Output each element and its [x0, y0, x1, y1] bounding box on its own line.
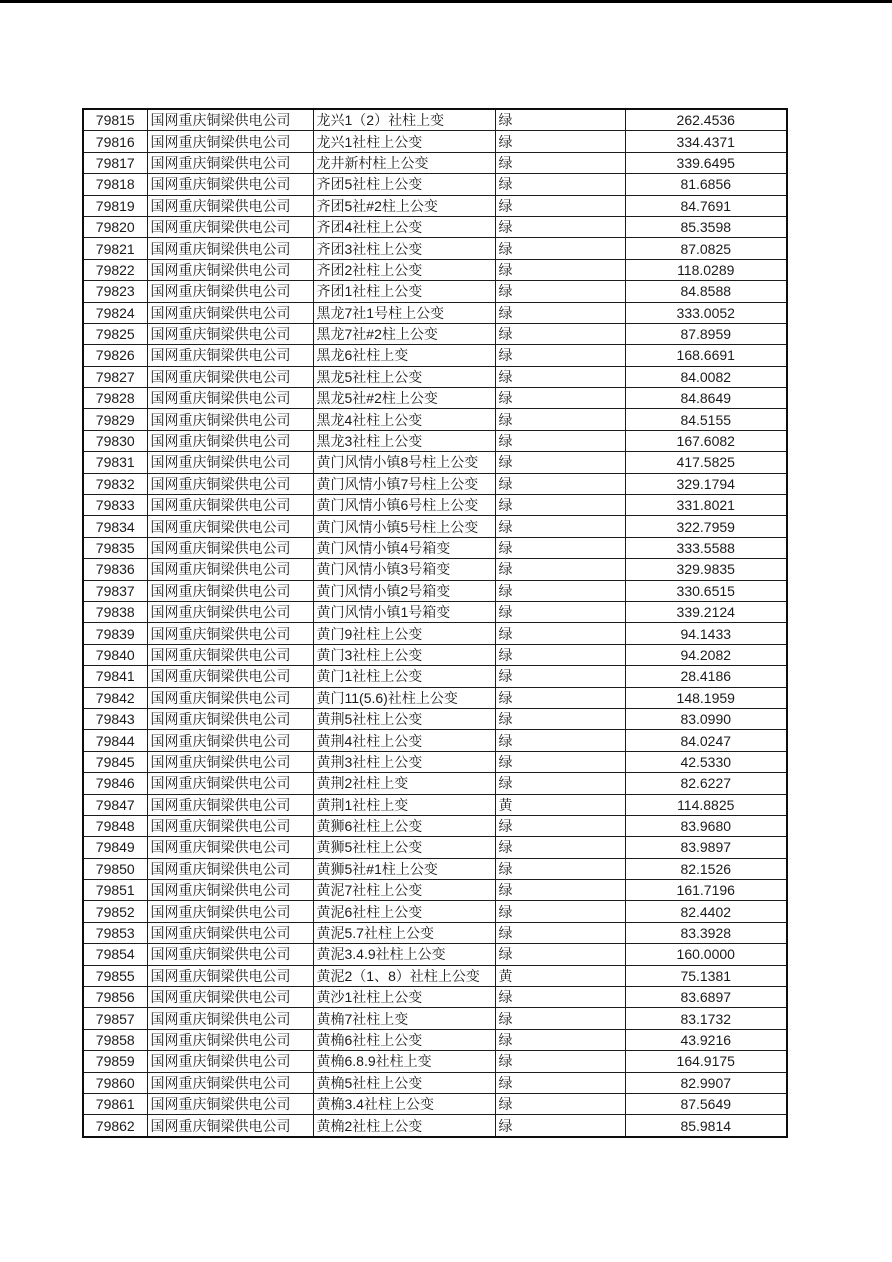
cell-capacity-value: 81.6856: [625, 174, 787, 195]
cell-company-name: 国网重庆铜梁供电公司: [147, 794, 313, 815]
cell-row-id: 79825: [83, 323, 147, 344]
cell-transformer-name: 黄桷6社柱上公变: [313, 1029, 495, 1050]
cell-transformer-name: 黑龙3社柱上公变: [313, 430, 495, 451]
cell-transformer-name: 黄门风情小镇8号柱上公变: [313, 452, 495, 473]
cell-status: 绿: [495, 601, 625, 622]
cell-company-name: 国网重庆铜梁供电公司: [147, 623, 313, 644]
cell-transformer-name: 黄荆5社柱上公变: [313, 708, 495, 729]
cell-capacity-value: 82.6227: [625, 773, 787, 794]
cell-row-id: 79829: [83, 409, 147, 430]
cell-transformer-name: 黄沙1社柱上公变: [313, 987, 495, 1008]
cell-company-name: 国网重庆铜梁供电公司: [147, 302, 313, 323]
cell-company-name: 国网重庆铜梁供电公司: [147, 152, 313, 173]
table-row: [83, 687, 787, 708]
table-row: [83, 409, 787, 430]
cell-row-id: 79851: [83, 880, 147, 901]
cell-row-id: 79833: [83, 495, 147, 516]
cell-transformer-name: 黄荆4社柱上公变: [313, 730, 495, 751]
cell-capacity-value: 334.4371: [625, 131, 787, 152]
cell-status: 绿: [495, 409, 625, 430]
cell-row-id: 79857: [83, 1008, 147, 1029]
cell-status: 绿: [495, 644, 625, 665]
table-row: [83, 708, 787, 729]
cell-row-id: 79840: [83, 644, 147, 665]
cell-transformer-name: 齐团5社柱上公变: [313, 174, 495, 195]
table-row: [83, 751, 787, 772]
cell-row-id: 79844: [83, 730, 147, 751]
cell-status: 绿: [495, 773, 625, 794]
cell-capacity-value: 118.0289: [625, 259, 787, 280]
cell-company-name: 国网重庆铜梁供电公司: [147, 601, 313, 622]
table-row: [83, 944, 787, 965]
cell-status: 绿: [495, 281, 625, 302]
cell-status: 绿: [495, 345, 625, 366]
cell-company-name: 国网重庆铜梁供电公司: [147, 1051, 313, 1072]
cell-capacity-value: 83.1732: [625, 1008, 787, 1029]
cell-transformer-name: 黄泥5.7社柱上公变: [313, 922, 495, 943]
cell-status: 绿: [495, 751, 625, 772]
cell-row-id: 79819: [83, 195, 147, 216]
cell-transformer-name: 齐团2社柱上公变: [313, 259, 495, 280]
cell-capacity-value: 87.0825: [625, 238, 787, 259]
cell-company-name: 国网重庆铜梁供电公司: [147, 1093, 313, 1114]
cell-capacity-value: 339.2124: [625, 601, 787, 622]
cell-capacity-value: 417.5825: [625, 452, 787, 473]
cell-status: 绿: [495, 880, 625, 901]
cell-company-name: 国网重庆铜梁供电公司: [147, 1029, 313, 1050]
table-row: [83, 965, 787, 986]
cell-transformer-name: 黄门风情小镇4号箱变: [313, 537, 495, 558]
cell-company-name: 国网重庆铜梁供电公司: [147, 944, 313, 965]
cell-status: 绿: [495, 1029, 625, 1050]
cell-status: 绿: [495, 366, 625, 387]
table-row: [83, 858, 787, 879]
table-row: [83, 987, 787, 1008]
cell-status: 绿: [495, 131, 625, 152]
cell-transformer-name: 黄狮5社#1柱上公变: [313, 858, 495, 879]
table-row: [83, 323, 787, 344]
cell-company-name: 国网重庆铜梁供电公司: [147, 388, 313, 409]
cell-company-name: 国网重庆铜梁供电公司: [147, 751, 313, 772]
cell-transformer-name: 黄狮6社柱上公变: [313, 815, 495, 836]
cell-row-id: 79842: [83, 687, 147, 708]
cell-capacity-value: 75.1381: [625, 965, 787, 986]
cell-transformer-name: 齐团4社柱上公变: [313, 216, 495, 237]
cell-row-id: 79830: [83, 430, 147, 451]
table-row: [83, 430, 787, 451]
cell-transformer-name: 黑龙4社柱上公变: [313, 409, 495, 430]
cell-company-name: 国网重庆铜梁供电公司: [147, 174, 313, 195]
cell-status: 绿: [495, 1051, 625, 1072]
cell-status: 绿: [495, 559, 625, 580]
table-row: [83, 109, 787, 131]
cell-capacity-value: 85.3598: [625, 216, 787, 237]
cell-row-id: 79845: [83, 751, 147, 772]
table-row: [83, 302, 787, 323]
cell-row-id: 79817: [83, 152, 147, 173]
cell-company-name: 国网重庆铜梁供电公司: [147, 922, 313, 943]
cell-company-name: 国网重庆铜梁供电公司: [147, 495, 313, 516]
cell-row-id: 79848: [83, 815, 147, 836]
cell-capacity-value: 83.6897: [625, 987, 787, 1008]
table-row: [83, 516, 787, 537]
cell-status: 绿: [495, 195, 625, 216]
cell-capacity-value: 87.5649: [625, 1093, 787, 1114]
table-row: [83, 815, 787, 836]
cell-transformer-name: 龙兴1社柱上公变: [313, 131, 495, 152]
cell-transformer-name: 黄桷5社柱上公变: [313, 1072, 495, 1093]
cell-row-id: 79837: [83, 580, 147, 601]
cell-status: 绿: [495, 944, 625, 965]
table-row: [83, 366, 787, 387]
cell-capacity-value: 94.1433: [625, 623, 787, 644]
cell-transformer-name: 黄门风情小镇6号柱上公变: [313, 495, 495, 516]
table-row: [83, 1072, 787, 1093]
cell-company-name: 国网重庆铜梁供电公司: [147, 409, 313, 430]
cell-row-id: 79824: [83, 302, 147, 323]
cell-transformer-name: 齐团3社柱上公变: [313, 238, 495, 259]
cell-capacity-value: 161.7196: [625, 880, 787, 901]
cell-row-id: 79855: [83, 965, 147, 986]
table-row: [83, 666, 787, 687]
table-row: [83, 559, 787, 580]
table-row: [83, 388, 787, 409]
table-row: [83, 837, 787, 858]
cell-transformer-name: 黄门风情小镇2号箱变: [313, 580, 495, 601]
cell-row-id: 79821: [83, 238, 147, 259]
cell-transformer-name: 黄门9社柱上公变: [313, 623, 495, 644]
table-row: [83, 473, 787, 494]
table-row: [83, 1029, 787, 1050]
table-row: [83, 174, 787, 195]
cell-capacity-value: 331.8021: [625, 495, 787, 516]
cell-status: 绿: [495, 238, 625, 259]
table-row: [83, 345, 787, 366]
table-row: [83, 880, 787, 901]
cell-transformer-name: 黄荆3社柱上公变: [313, 751, 495, 772]
cell-company-name: 国网重庆铜梁供电公司: [147, 837, 313, 858]
cell-transformer-name: 黑龙5社柱上公变: [313, 366, 495, 387]
cell-status: 绿: [495, 837, 625, 858]
cell-capacity-value: 329.1794: [625, 473, 787, 494]
table-row: [83, 730, 787, 751]
cell-transformer-name: 黄桷2社柱上公变: [313, 1115, 495, 1137]
table-row: [83, 601, 787, 622]
cell-status: 绿: [495, 302, 625, 323]
cell-status: 绿: [495, 687, 625, 708]
cell-row-id: 79827: [83, 366, 147, 387]
cell-status: 绿: [495, 174, 625, 195]
cell-capacity-value: 84.7691: [625, 195, 787, 216]
cell-transformer-name: 黄荆1社柱上变: [313, 794, 495, 815]
cell-status: 黄: [495, 965, 625, 986]
cell-transformer-name: 黄门风情小镇3号箱变: [313, 559, 495, 580]
cell-transformer-name: 黄泥6社柱上公变: [313, 901, 495, 922]
cell-capacity-value: 83.3928: [625, 922, 787, 943]
cell-company-name: 国网重庆铜梁供电公司: [147, 537, 313, 558]
cell-company-name: 国网重庆铜梁供电公司: [147, 259, 313, 280]
cell-company-name: 国网重庆铜梁供电公司: [147, 216, 313, 237]
cell-transformer-name: 黄泥7社柱上公变: [313, 880, 495, 901]
table-row: [83, 901, 787, 922]
cell-company-name: 国网重庆铜梁供电公司: [147, 880, 313, 901]
cell-transformer-name: 黄门风情小镇1号箱变: [313, 601, 495, 622]
cell-transformer-name: 齐团5社#2柱上公变: [313, 195, 495, 216]
cell-status: 绿: [495, 1008, 625, 1029]
cell-capacity-value: 87.8959: [625, 323, 787, 344]
cell-row-id: 79838: [83, 601, 147, 622]
cell-status: 绿: [495, 708, 625, 729]
cell-transformer-name: 黑龙7社1号柱上公变: [313, 302, 495, 323]
cell-capacity-value: 333.5588: [625, 537, 787, 558]
table-row: [83, 1008, 787, 1029]
cell-company-name: 国网重庆铜梁供电公司: [147, 730, 313, 751]
cell-company-name: 国网重庆铜梁供电公司: [147, 109, 313, 131]
cell-company-name: 国网重庆铜梁供电公司: [147, 281, 313, 302]
cell-company-name: 国网重庆铜梁供电公司: [147, 901, 313, 922]
cell-transformer-name: 龙井新村柱上公变: [313, 152, 495, 173]
cell-transformer-name: 黄泥2（1、8）社柱上公变: [313, 965, 495, 986]
cell-company-name: 国网重庆铜梁供电公司: [147, 644, 313, 665]
cell-transformer-name: 黑龙5社#2柱上公变: [313, 388, 495, 409]
cell-capacity-value: 329.9835: [625, 559, 787, 580]
cell-capacity-value: 83.9680: [625, 815, 787, 836]
cell-row-id: 79850: [83, 858, 147, 879]
cell-row-id: 79822: [83, 259, 147, 280]
cell-status: 绿: [495, 623, 625, 644]
cell-row-id: 79820: [83, 216, 147, 237]
cell-status: 绿: [495, 430, 625, 451]
cell-company-name: 国网重庆铜梁供电公司: [147, 687, 313, 708]
cell-capacity-value: 333.0052: [625, 302, 787, 323]
cell-company-name: 国网重庆铜梁供电公司: [147, 987, 313, 1008]
cell-capacity-value: 84.8588: [625, 281, 787, 302]
cell-row-id: 79853: [83, 922, 147, 943]
cell-transformer-name: 黄桷3.4社柱上公变: [313, 1093, 495, 1114]
cell-status: 绿: [495, 580, 625, 601]
cell-company-name: 国网重庆铜梁供电公司: [147, 1008, 313, 1029]
cell-company-name: 国网重庆铜梁供电公司: [147, 366, 313, 387]
cell-capacity-value: 167.6082: [625, 430, 787, 451]
cell-row-id: 79847: [83, 794, 147, 815]
cell-status: 绿: [495, 259, 625, 280]
cell-capacity-value: 42.5330: [625, 751, 787, 772]
cell-capacity-value: 84.0247: [625, 730, 787, 751]
cell-company-name: 国网重庆铜梁供电公司: [147, 773, 313, 794]
table-row: [83, 495, 787, 516]
cell-capacity-value: 83.9897: [625, 837, 787, 858]
cell-status: 绿: [495, 216, 625, 237]
cell-row-id: 79839: [83, 623, 147, 644]
table-row: [83, 580, 787, 601]
cell-row-id: 79856: [83, 987, 147, 1008]
cell-status: 绿: [495, 858, 625, 879]
page-top-edge-line: [0, 0, 892, 3]
cell-row-id: 79832: [83, 473, 147, 494]
cell-status: 绿: [495, 473, 625, 494]
cell-capacity-value: 262.4536: [625, 109, 787, 131]
cell-company-name: 国网重庆铜梁供电公司: [147, 815, 313, 836]
cell-capacity-value: 84.8649: [625, 388, 787, 409]
cell-row-id: 79841: [83, 666, 147, 687]
cell-capacity-value: 82.1526: [625, 858, 787, 879]
cell-capacity-value: 160.0000: [625, 944, 787, 965]
table-row: [83, 131, 787, 152]
cell-row-id: 79859: [83, 1051, 147, 1072]
cell-row-id: 79860: [83, 1072, 147, 1093]
cell-status: 绿: [495, 109, 625, 131]
cell-status: 黄: [495, 794, 625, 815]
cell-status: 绿: [495, 1093, 625, 1114]
cell-capacity-value: 82.4402: [625, 901, 787, 922]
cell-capacity-value: 94.2082: [625, 644, 787, 665]
cell-capacity-value: 164.9175: [625, 1051, 787, 1072]
cell-capacity-value: 84.5155: [625, 409, 787, 430]
cell-row-id: 79835: [83, 537, 147, 558]
cell-transformer-name: 黄门3社柱上公变: [313, 644, 495, 665]
table-row: [83, 281, 787, 302]
cell-company-name: 国网重庆铜梁供电公司: [147, 430, 313, 451]
cell-status: 绿: [495, 1115, 625, 1137]
cell-capacity-value: 28.4186: [625, 666, 787, 687]
cell-transformer-name: 黄泥3.4.9社柱上公变: [313, 944, 495, 965]
table-row: [83, 922, 787, 943]
cell-row-id: 79828: [83, 388, 147, 409]
cell-transformer-name: 黄桷6.8.9社柱上变: [313, 1051, 495, 1072]
cell-transformer-name: 黄门1社柱上公变: [313, 666, 495, 687]
cell-transformer-name: 黄桷7社柱上变: [313, 1008, 495, 1029]
cell-company-name: 国网重庆铜梁供电公司: [147, 580, 313, 601]
cell-capacity-value: 84.0082: [625, 366, 787, 387]
cell-row-id: 79818: [83, 174, 147, 195]
table-row: [83, 537, 787, 558]
cell-row-id: 79826: [83, 345, 147, 366]
cell-capacity-value: 82.9907: [625, 1072, 787, 1093]
cell-company-name: 国网重庆铜梁供电公司: [147, 559, 313, 580]
cell-capacity-value: 43.9216: [625, 1029, 787, 1050]
cell-company-name: 国网重庆铜梁供电公司: [147, 452, 313, 473]
cell-row-id: 79846: [83, 773, 147, 794]
cell-status: 绿: [495, 901, 625, 922]
cell-status: 绿: [495, 1072, 625, 1093]
power-supply-table: [82, 108, 788, 1138]
table-row: [83, 216, 787, 237]
table-row: [83, 1093, 787, 1114]
cell-company-name: 国网重庆铜梁供电公司: [147, 238, 313, 259]
table-row: [83, 644, 787, 665]
cell-row-id: 79834: [83, 516, 147, 537]
cell-row-id: 79858: [83, 1029, 147, 1050]
cell-company-name: 国网重庆铜梁供电公司: [147, 195, 313, 216]
cell-row-id: 79816: [83, 131, 147, 152]
cell-transformer-name: 黄门风情小镇7号柱上公变: [313, 473, 495, 494]
cell-transformer-name: 齐团1社柱上公变: [313, 281, 495, 302]
cell-status: 绿: [495, 516, 625, 537]
cell-transformer-name: 黑龙7社#2柱上公变: [313, 323, 495, 344]
table-row: [83, 452, 787, 473]
cell-company-name: 国网重庆铜梁供电公司: [147, 345, 313, 366]
table-body: [83, 109, 787, 1137]
cell-row-id: 79831: [83, 452, 147, 473]
table-row: [83, 794, 787, 815]
cell-capacity-value: 83.0990: [625, 708, 787, 729]
table-row: [83, 259, 787, 280]
cell-transformer-name: 黄狮5社柱上公变: [313, 837, 495, 858]
cell-status: 绿: [495, 922, 625, 943]
cell-capacity-value: 148.1959: [625, 687, 787, 708]
table-row: [83, 195, 787, 216]
cell-status: 绿: [495, 730, 625, 751]
table-row: [83, 1051, 787, 1072]
cell-status: 绿: [495, 388, 625, 409]
table-row: [83, 1115, 787, 1137]
cell-status: 绿: [495, 815, 625, 836]
cell-company-name: 国网重庆铜梁供电公司: [147, 1115, 313, 1137]
cell-transformer-name: 黑龙6社柱上变: [313, 345, 495, 366]
cell-row-id: 79852: [83, 901, 147, 922]
cell-row-id: 79815: [83, 109, 147, 131]
cell-capacity-value: 114.8825: [625, 794, 787, 815]
cell-status: 绿: [495, 452, 625, 473]
cell-company-name: 国网重庆铜梁供电公司: [147, 516, 313, 537]
cell-capacity-value: 330.6515: [625, 580, 787, 601]
cell-status: 绿: [495, 666, 625, 687]
cell-status: 绿: [495, 323, 625, 344]
cell-company-name: 国网重庆铜梁供电公司: [147, 131, 313, 152]
cell-row-id: 79861: [83, 1093, 147, 1114]
cell-transformer-name: 黄门11(5.6)社柱上公变: [313, 687, 495, 708]
cell-company-name: 国网重庆铜梁供电公司: [147, 1072, 313, 1093]
cell-status: 绿: [495, 152, 625, 173]
cell-row-id: 79862: [83, 1115, 147, 1137]
cell-status: 绿: [495, 495, 625, 516]
cell-company-name: 国网重庆铜梁供电公司: [147, 858, 313, 879]
cell-status: 绿: [495, 537, 625, 558]
cell-company-name: 国网重庆铜梁供电公司: [147, 708, 313, 729]
table-row: [83, 623, 787, 644]
cell-capacity-value: 322.7959: [625, 516, 787, 537]
cell-row-id: 79823: [83, 281, 147, 302]
cell-row-id: 79836: [83, 559, 147, 580]
cell-transformer-name: 龙兴1（2）社柱上变: [313, 109, 495, 131]
table-row: [83, 238, 787, 259]
cell-capacity-value: 168.6691: [625, 345, 787, 366]
cell-capacity-value: 85.9814: [625, 1115, 787, 1137]
cell-transformer-name: 黄荆2社柱上变: [313, 773, 495, 794]
cell-status: 绿: [495, 987, 625, 1008]
cell-transformer-name: 黄门风情小镇5号柱上公变: [313, 516, 495, 537]
table-row: [83, 152, 787, 173]
table-row: [83, 773, 787, 794]
cell-row-id: 79843: [83, 708, 147, 729]
cell-company-name: 国网重庆铜梁供电公司: [147, 965, 313, 986]
cell-company-name: 国网重庆铜梁供电公司: [147, 473, 313, 494]
cell-row-id: 79849: [83, 837, 147, 858]
cell-capacity-value: 339.6495: [625, 152, 787, 173]
cell-row-id: 79854: [83, 944, 147, 965]
cell-company-name: 国网重庆铜梁供电公司: [147, 323, 313, 344]
cell-company-name: 国网重庆铜梁供电公司: [147, 666, 313, 687]
